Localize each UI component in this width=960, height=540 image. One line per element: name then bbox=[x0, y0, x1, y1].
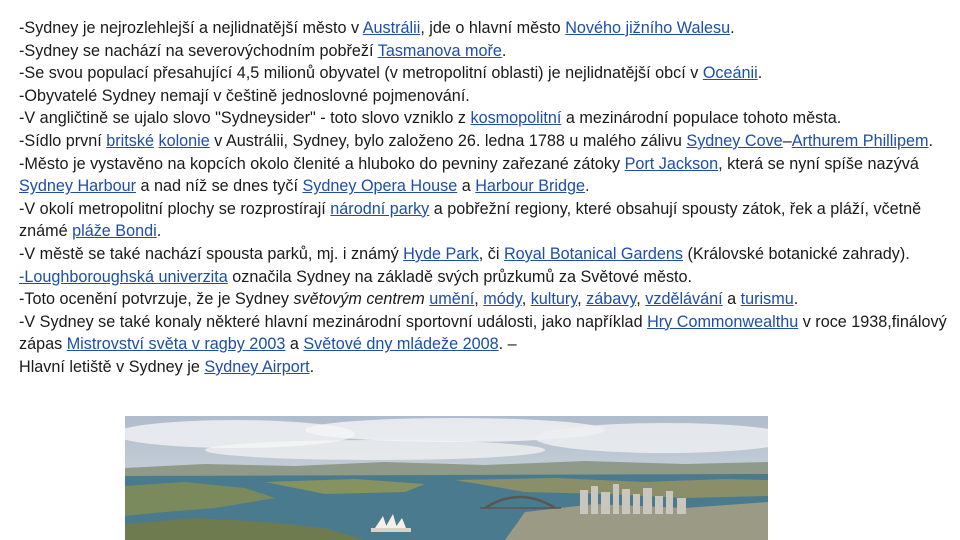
paragraph-2 bbox=[19, 40, 949, 63]
link-cosmopolitan[interactable]: kosmopolitní bbox=[470, 109, 562, 128]
emphasis-world-centre: světovým centrem bbox=[293, 290, 425, 309]
text-run: , bbox=[636, 290, 646, 309]
sydney-aerial-photo bbox=[125, 416, 768, 540]
text-run: , která se nyní spíše nazývá bbox=[718, 154, 919, 173]
link-colony[interactable]: kolonie bbox=[158, 131, 210, 150]
text-run: Hlavní letiště v Sydney je bbox=[19, 357, 205, 376]
text-run: -Sídlo první bbox=[19, 131, 107, 150]
link-sydney-harbour[interactable]: Sydney Harbour bbox=[19, 177, 136, 196]
link-rugby-world-cup-2003[interactable]: Mistrovství světa v ragby 2003 bbox=[66, 335, 286, 354]
text-run: -Město je vystavěno na kopcích okolo členité a hluboko do pevniny zařezané zátoky bbox=[19, 154, 625, 173]
text-run: -Sydney se nachází na severovýchodním pobřeží bbox=[19, 41, 378, 60]
link-sydney-opera-house[interactable]: Sydney Opera House bbox=[302, 177, 458, 196]
paragraph-9 bbox=[19, 243, 949, 266]
text-run: a bbox=[722, 290, 741, 309]
text-run: , bbox=[521, 290, 531, 309]
text-run: -V městě se také nachází spousta parků, mj. i známý bbox=[19, 244, 404, 263]
link-bondi-beach[interactable]: pláže Bondi bbox=[72, 222, 157, 241]
paragraph-6 bbox=[19, 130, 949, 153]
text-run: . bbox=[928, 131, 933, 150]
text-run: . bbox=[757, 64, 763, 83]
link-hyde-park[interactable]: Hyde Park bbox=[403, 244, 479, 263]
link-port-jackson[interactable]: Port Jackson bbox=[624, 154, 719, 173]
text-run: -V Sydney se také konaly některé hlavní mezinárodní sportovní události, jako například bbox=[19, 312, 648, 331]
text-run: (Královské botanické zahrady). bbox=[683, 244, 910, 263]
text-run: . bbox=[730, 19, 735, 37]
text-run: a mezinárodní populace tohoto města. bbox=[561, 109, 842, 128]
text-run: -Toto ocenění potvrzuje, že je Sydney bbox=[19, 290, 294, 309]
link-loughborough-university[interactable]: -Loughboroughská univerzita bbox=[19, 267, 228, 286]
paragraph-5 bbox=[19, 107, 949, 130]
link-world-youth-day-2008[interactable]: Světové dny mládeže 2008 bbox=[303, 335, 499, 354]
text-run: , bbox=[577, 290, 587, 309]
link-culture[interactable]: kultury bbox=[530, 290, 578, 309]
text-run: -Se svou populací přesahující 4,5 milionů obyvatel (v metropolitní oblasti) je nejlidnatější obcí v bbox=[19, 64, 703, 83]
text-run: -V okolí metropolitní plochy se rozprostírají bbox=[19, 199, 331, 218]
aerial-photo-drawing bbox=[125, 416, 768, 540]
text-run: . bbox=[309, 357, 315, 376]
link-entertainment[interactable]: zábavy bbox=[586, 290, 637, 309]
text-run: v Austrálii, Sydney, bylo založeno 26. ledna 1788 u malého zálivu bbox=[209, 131, 687, 150]
link-arthur-phillip[interactable]: Arthurem Phillipem bbox=[791, 131, 929, 150]
link-fashion[interactable]: módy bbox=[483, 290, 522, 309]
text-run: je nejrozlehlejší a nejlidnatější město v bbox=[78, 19, 363, 37]
text-run: . bbox=[156, 222, 162, 241]
paragraph-7 bbox=[19, 153, 949, 198]
link-national-parks[interactable]: národní parky bbox=[330, 199, 430, 218]
paragraph-11 bbox=[19, 288, 949, 311]
paragraph-3 bbox=[19, 62, 949, 85]
text-run: -Obyvatelé Sydney nemají v češtině jednoslovné pojmenování. bbox=[19, 86, 470, 105]
link-harbour-bridge[interactable]: Harbour Bridge bbox=[475, 177, 586, 196]
paragraph-1 bbox=[19, 17, 949, 40]
opera-house-base bbox=[371, 528, 411, 532]
text-run: -V angličtině se ujalo slovo "Sydneysider" - toto slovo vzniklo z bbox=[19, 109, 471, 128]
sydney-lead: -Sydney bbox=[19, 19, 79, 37]
link-sydney-cove[interactable]: Sydney Cove bbox=[686, 131, 783, 150]
paragraph-13 bbox=[19, 356, 949, 379]
text-run: . bbox=[793, 290, 799, 309]
cloud bbox=[205, 440, 545, 460]
link-australia[interactable]: Austrálii bbox=[362, 19, 421, 37]
text-run: – bbox=[782, 131, 792, 150]
text-run: a bbox=[457, 177, 476, 196]
link-oceania[interactable]: Oceánii bbox=[702, 64, 758, 83]
link-education[interactable]: vzdělávání bbox=[645, 290, 723, 309]
text-run: . – bbox=[498, 335, 517, 354]
text-run: . bbox=[585, 177, 590, 196]
link-new-south-wales[interactable]: Nového jižního Walesu bbox=[565, 19, 731, 37]
link-tourism[interactable]: turismu bbox=[740, 290, 794, 309]
link-royal-botanical-gardens[interactable]: Royal Botanical Gardens bbox=[503, 244, 683, 263]
text-run: , či bbox=[478, 244, 504, 263]
text-run: a pobřežní regiony, které obsahují spousty zátok, řek a pláží, včetně známé bbox=[19, 199, 922, 241]
paragraph-8 bbox=[19, 198, 949, 243]
link-british[interactable]: britské bbox=[106, 131, 154, 150]
text-run: a bbox=[285, 335, 304, 354]
text-run: a nad níž se dnes tyčí bbox=[135, 177, 303, 196]
link-commonwealth-games[interactable]: Hry Commonwealthu bbox=[647, 312, 799, 331]
link-tasman-sea[interactable]: Tasmanova moře bbox=[377, 41, 502, 60]
paragraph-10 bbox=[19, 266, 949, 289]
text-run: v roce 1938,finálový zápas bbox=[19, 312, 947, 354]
paragraph-4 bbox=[19, 85, 949, 108]
article-text bbox=[19, 17, 949, 379]
text-run: označila Sydney na základě svých průzkumů za Světové město. bbox=[227, 267, 693, 286]
text-run: , jde o hlavní město bbox=[420, 19, 566, 37]
paragraph-12 bbox=[19, 311, 949, 356]
link-art[interactable]: umění bbox=[429, 290, 475, 309]
text-run: . bbox=[501, 41, 507, 60]
text-run: , bbox=[474, 290, 484, 309]
link-sydney-airport[interactable]: Sydney Airport bbox=[204, 357, 310, 376]
